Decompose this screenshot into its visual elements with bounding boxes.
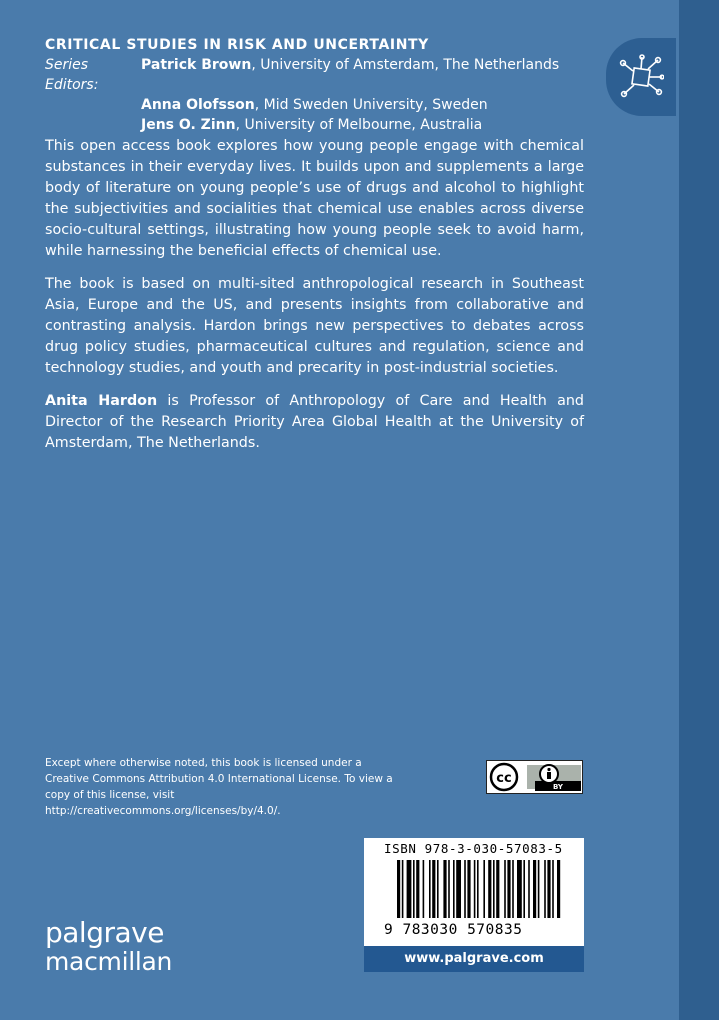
editor-row: [45, 115, 605, 135]
author-bio: [45, 391, 584, 454]
cc-by-badge: [486, 760, 583, 794]
isbn-label: ISBN 978-3-030-57083-5: [384, 841, 563, 856]
back-cover-blurb: [45, 136, 584, 466]
logo-line-macmillan: macmillan: [45, 947, 173, 976]
editor-name: Jens O. Zinn: [141, 117, 236, 133]
spine-strip: [679, 0, 719, 1020]
editor-row: [45, 55, 605, 95]
author-name: Anita Hardon: [45, 393, 158, 409]
editor-affiliation: , University of Melbourne, Australia: [235, 117, 483, 133]
series-title: CRITICAL STUDIES IN RISK AND UNCERTAINTY: [45, 37, 429, 53]
editor-name: Anna Olofsson: [141, 97, 255, 113]
editors-label: Series Editors:: [45, 57, 99, 93]
series-emblem-icon: [606, 38, 676, 116]
editor-row: [45, 95, 605, 115]
logo-line-palgrave: palgrave: [45, 916, 164, 949]
series-info: [45, 36, 605, 135]
publisher-logo: [45, 916, 173, 976]
blurb-paragraph: This open access book explores how young people engage with chemical substances in their everyday lives. It builds upon and supplements a large body of literature on young people’s use of drugs and alcohol to highlight the subjectivities and socialities that chemical use enables across diverse socio-cultural settings, illustrating how young people seek to avoid harm, while harnessing the beneficial effects of chemical use.: [45, 138, 584, 259]
publisher-website[interactable]: www.palgrave.com: [364, 946, 584, 972]
editor-affiliation: , University of Amsterdam, The Netherlands: [251, 57, 560, 73]
barcode-digits: 9 783030 570835: [384, 922, 523, 938]
author-bio-text: is Professor of Anthropology of Care and Health and Director of the Research Priority Area Global Health at the University of Amsterdam, The Netherlands.: [45, 393, 584, 451]
editor-name: Patrick Brown: [141, 57, 252, 73]
by-label: BY: [552, 783, 564, 791]
series-editors: [45, 55, 605, 135]
editor-affiliation: , Mid Sweden University, Sweden: [254, 97, 488, 113]
license-notice: Except where otherwise noted, this book is licensed under a Creative Commons Attribution 4.0 International License. To view a copy of this license, visit http://creativecommons.org/licenses/by/4.0/.: [45, 757, 393, 817]
blurb-paragraph: The book is based on multi-sited anthropological research in Southeast Asia, Europe and the US, and presents insights from collaborative and contrasting analysis. Hardon brings new perspectives to debates across drug policy studies, pharmaceutical cultures and regulation, science and technology studies, and youth and precarity in post-industrial societies.: [45, 276, 584, 376]
cc-icon: cc: [496, 771, 512, 786]
isbn-barcode: [364, 838, 584, 946]
